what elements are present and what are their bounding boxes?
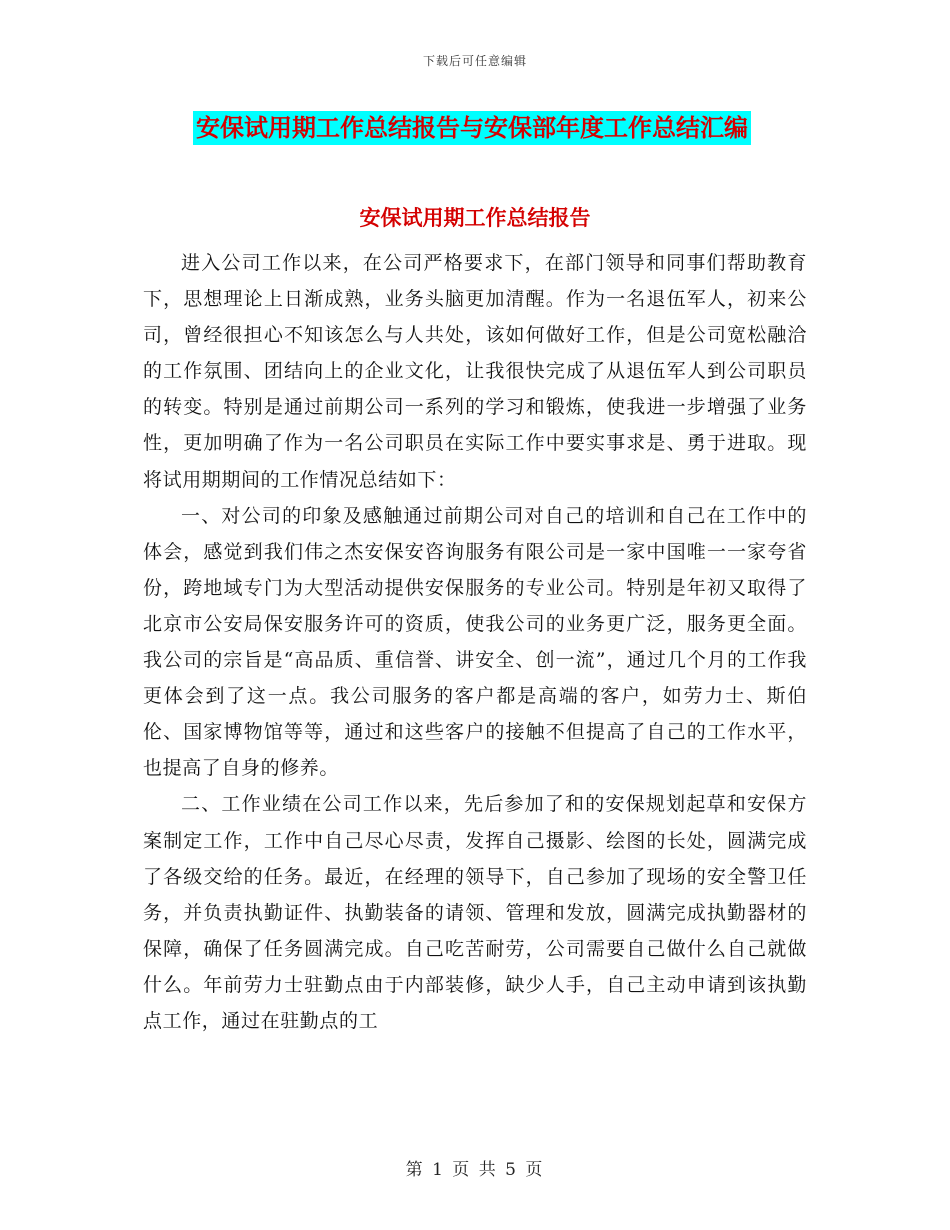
document-main-title: 安保试用期工作总结报告与安保部年度工作总结汇编 xyxy=(193,111,751,145)
page-number-footer: 第 1 页 共 5 页 xyxy=(405,1160,545,1180)
document-body xyxy=(143,245,807,1039)
header-note: 下载后可任意编辑 xyxy=(422,54,527,68)
paragraph-company-impression: 一、对公司的印象及感触通过前期公司对自己的培训和自己在工作中的体会，感觉到我们伟之杰安保安咨询服务有限公司是一家中国唯一一家夸省份，跨地域专门为大型活动提供安保服务的专业公司。特别是年初又取得了北京市公安局保安服务许可的资质，使我公司的业务更广泛，服务更全面。我公司的宗旨是“高品质、重信誉、讲安全、创一流”，通过几个月的工作我更体会到了这一点。我公司服务的客户都是高端的客户，如劳力士、斯伯伦、国家博物馆等等，通过和这些客户的接触不但提高了自己的工作水平，也提高了自身的修养。 xyxy=(143,504,807,780)
paragraph-intro: 进入公司工作以来，在公司严格要求下，在部门领导和同事们帮助教育下，思想理论上日渐成熟，业务头脑更加清醒。作为一名退伍军人，初来公司，曾经很担心不知该怎么与人共处，该如何做好工作，但是公司宽松融洽的工作氛围、团结向上的企业文化，让我很快完成了从退伍军人到公司职员的转变。特别是通过前期公司一系列的学习和锻炼，使我进一步增强了业务性，更加明确了作为一名公司职员在实际工作中要实事求是、勇于进取。现将试用期期间的工作情况总结如下： xyxy=(143,252,807,491)
section-title: 安保试用期工作总结报告 xyxy=(359,205,591,230)
paragraph-work-performance: 二、工作业绩在公司工作以来，先后参加了和的安保规划起草和安保方案制定工作，工作中自己尽心尽责，发挥自己摄影、绘图的长处，圆满完成了各级交给的任务。最近，在经理的领导下，自己参加了现场的安全警卫任务，并负责执勤证件、执勤装备的请领、管理和发放，圆满完成执勤器材的保障，确保了任务圆满完成。自己吃苦耐劳，公司需要自己做什么自己就做什么。年前劳力士驻勤点由于内部装修，缺少人手，自己主动申请到该执勤点工作，通过在驻勤点的工 xyxy=(143,793,807,1032)
